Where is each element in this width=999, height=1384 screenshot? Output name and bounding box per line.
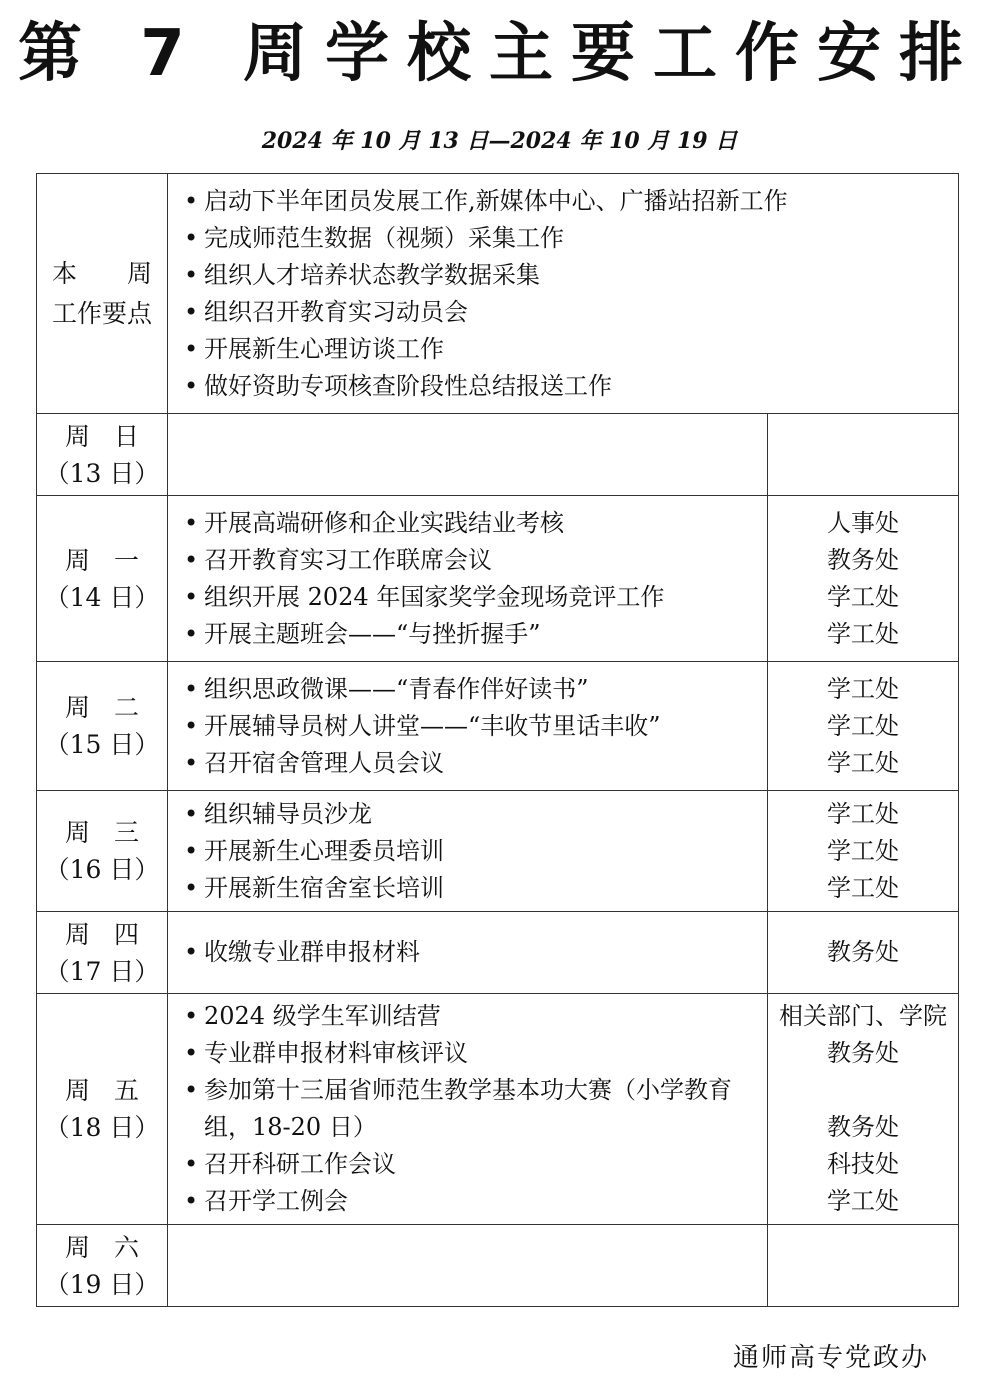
- day-name: 周六: [64, 1232, 163, 1262]
- day-items: [168, 994, 768, 1225]
- day-depts: [768, 662, 959, 791]
- date-range: 2024 年 10 月 13 日—2024 年 10 月 19 日: [261, 128, 738, 154]
- day-name: 周三: [64, 818, 163, 847]
- day-name: 周四: [64, 919, 163, 949]
- list-item: • 专业群申报材料审核评议: [184, 1035, 767, 1072]
- dept-label: 学工处: [827, 711, 899, 740]
- table-row: [37, 414, 959, 496]
- focus-label: [37, 174, 168, 414]
- dept-label: 教务处: [827, 938, 899, 966]
- list-item: • 召开学工例会: [184, 1183, 767, 1220]
- day-items: [168, 1225, 768, 1307]
- table-row: [37, 662, 959, 791]
- day-depts: [768, 912, 959, 994]
- day-depts: [768, 496, 959, 662]
- table-row: [37, 791, 959, 912]
- day-cell-friday: [37, 994, 168, 1225]
- table-row: [37, 496, 959, 662]
- day-date: （19 日）: [44, 1269, 160, 1299]
- dept-label: 人事处: [827, 508, 899, 537]
- day-cell-wednesday: [37, 791, 168, 912]
- list-item: • 启动下半年团员发展工作,新媒体中心、广播站招新工作: [184, 183, 958, 220]
- day-name: 周日: [64, 421, 163, 451]
- list-item: • 组织思政微课——“青春作伴好读书”: [184, 671, 767, 708]
- list-item: • 开展主题班会——“与挫折握手”: [184, 616, 767, 653]
- day-items: [168, 791, 768, 912]
- dept-label: 学工处: [827, 1187, 899, 1215]
- dept-label: 学工处: [827, 799, 899, 828]
- list-item: • 组织开展 2024 年国家奖学金现场竞评工作: [184, 579, 767, 616]
- day-depts: [768, 791, 959, 912]
- day-name: 周二: [64, 693, 163, 722]
- list-item: • 开展新生宿舍室长培训: [184, 870, 767, 907]
- day-items: [168, 912, 768, 994]
- day-date: （15 日）: [44, 730, 160, 759]
- dept-label: 学工处: [827, 674, 899, 703]
- day-items: [168, 662, 768, 791]
- list-item: • 召开宿舍管理人员会议: [184, 745, 767, 782]
- dept-label: 学工处: [827, 748, 899, 777]
- table-row: [37, 912, 959, 994]
- table-row: [37, 994, 959, 1225]
- list-item: • 开展高端研修和企业实践结业考核: [184, 505, 767, 542]
- day-date: （16 日）: [44, 855, 160, 884]
- list-item: • 组织召开教育实习动员会: [184, 294, 958, 331]
- list-item: • 组织人才培养状态教学数据采集: [184, 257, 958, 294]
- schedule-table: [36, 173, 959, 1307]
- day-name: 周一: [64, 545, 163, 575]
- focus-items: [168, 174, 959, 414]
- day-date: （17 日）: [44, 956, 160, 986]
- day-date: （13 日）: [44, 458, 160, 488]
- day-name: 周五: [64, 1076, 163, 1105]
- day-items: [168, 414, 768, 496]
- focus-label-line1: 本 周: [51, 258, 152, 288]
- day-cell-tuesday: [37, 662, 168, 791]
- focus-row: [37, 174, 959, 414]
- list-item: • 开展辅导员树人讲堂——“丰收节里话丰收”: [184, 708, 767, 745]
- issuer-signature: 通师高专党政办: [732, 1343, 929, 1373]
- day-date: （18 日）: [44, 1113, 160, 1142]
- list-item: • 组织辅导员沙龙: [184, 796, 767, 833]
- day-depts: [768, 1225, 959, 1307]
- dept-label: 教务处: [827, 1113, 899, 1141]
- dept-label: [768, 1072, 958, 1109]
- day-cell-saturday: [37, 1225, 168, 1307]
- dept-label: 学工处: [827, 619, 899, 648]
- dept-label: 学工处: [827, 836, 899, 865]
- list-item: • 召开科研工作会议: [184, 1146, 767, 1183]
- dept-label: 学工处: [827, 873, 899, 902]
- list-item: • 收缴专业群申报材料: [184, 934, 767, 971]
- day-items: [168, 496, 768, 662]
- day-cell-monday: [37, 496, 168, 662]
- dept-label: 学工处: [827, 582, 899, 611]
- dept-label: 科技处: [827, 1150, 899, 1178]
- dept-label: 教务处: [827, 545, 899, 574]
- day-cell-sunday: [37, 414, 168, 496]
- dept-label: 教务处: [827, 1039, 899, 1067]
- day-depts: [768, 994, 959, 1225]
- day-depts: [768, 414, 959, 496]
- page-title: 第 7 周学校主要工作安排: [17, 17, 982, 91]
- table-row: [37, 1225, 959, 1307]
- list-item: • 做好资助专项核查阶段性总结报送工作: [184, 368, 958, 405]
- focus-label-line2: 工作要点: [51, 298, 152, 328]
- list-item: • 2024 级学生军训结营: [184, 998, 767, 1035]
- list-item: • 开展新生心理委员培训: [184, 833, 767, 870]
- dept-label: 相关部门、学院: [779, 1002, 947, 1030]
- day-cell-thursday: [37, 912, 168, 994]
- list-item: • 完成师范生数据（视频）采集工作: [184, 220, 958, 257]
- list-item: • 开展新生心理访谈工作: [184, 331, 958, 368]
- day-date: （14 日）: [44, 582, 160, 612]
- list-item: • 召开教育实习工作联席会议: [184, 542, 767, 579]
- list-item: • 参加第十三届省师范生教学基本功大赛（小学教育组，18-20 日）: [184, 1072, 767, 1146]
